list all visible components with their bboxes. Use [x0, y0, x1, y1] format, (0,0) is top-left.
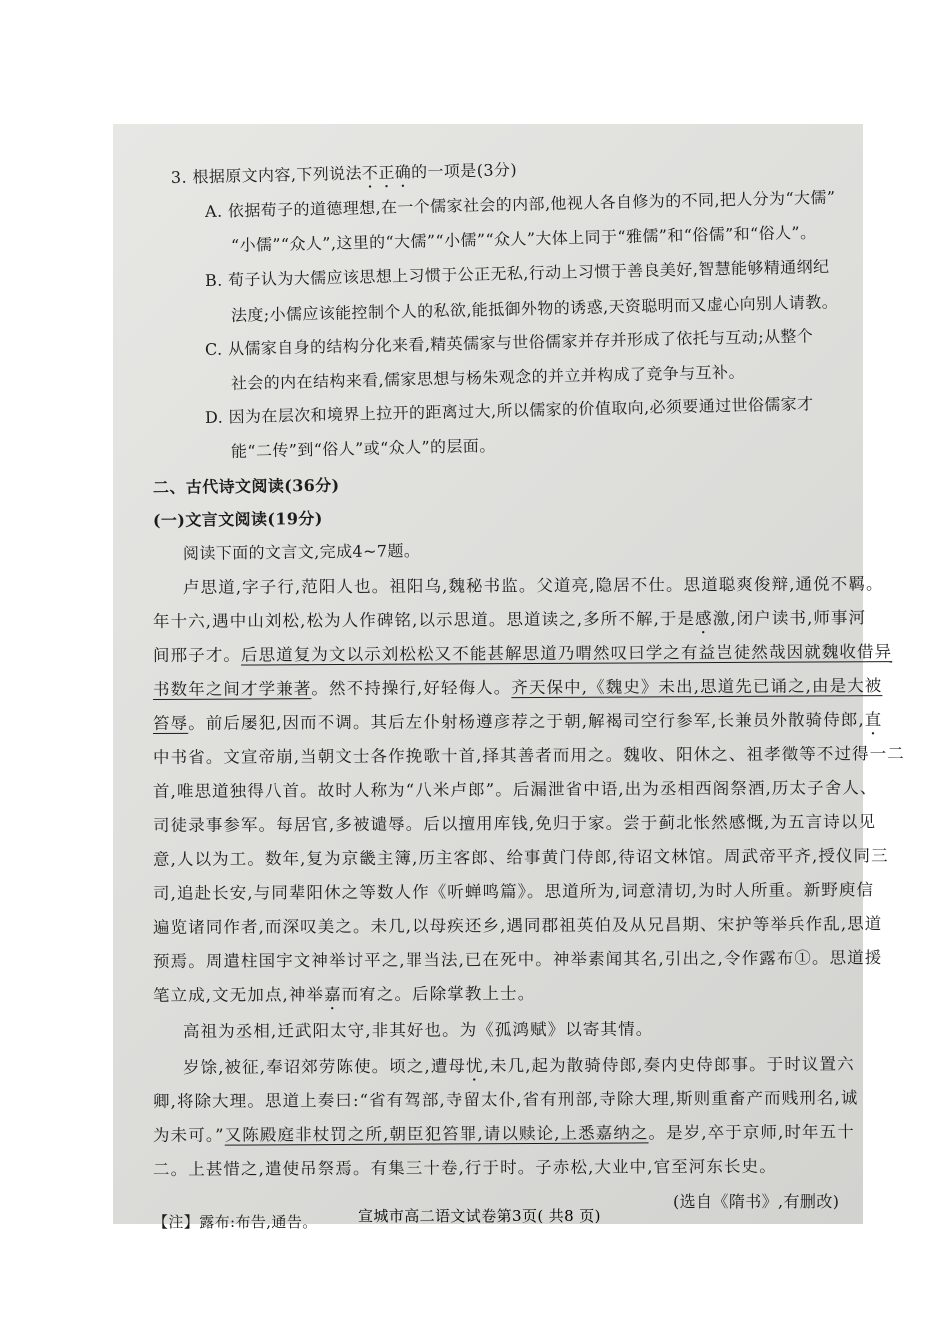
- passage-line-6: 中书省。文宣帝崩,当朝文士各作挽歌十首,择其善者而用之。魏收、阳休之、祖孝徵等不过得一二: [152, 744, 905, 767]
- underlined-sentence-1: 后思道复为文以示刘松松又不能甚解思道乃喟然叹曰学之有益岂徒然哉因就魏收借异: [240, 642, 893, 665]
- passage-line-12: 预焉。周遣柱国宇文神举讨平之,罪当法,已在死中。神举素闻其名,引出之,令作露布①。思道援: [152, 948, 883, 971]
- emphasis-mark: 正: [378, 162, 395, 183]
- passage-line-17: 为未可。”又陈殿庭非杖罚之所,朝臣犯笞罪,请以赎论,上悉嘉纳之。是岁,卒于京师,时年五十: [152, 1122, 855, 1145]
- emphasis-mark: 忧: [465, 1056, 484, 1076]
- underlined-sentence-1-end: 书数年之间才学兼著: [152, 679, 312, 699]
- passage-line-10: 司,追赴长安,与同辈阳休之等数人作《听蝉鸣篇》。思道所为,词意清切,为时人所重。新野庾信: [152, 880, 875, 903]
- option-b-line2: 法度;小儒应该能控制个人的私欲,能抵御外物的诱惑,天资聪明而又虚心向别人请教。: [230, 292, 839, 325]
- emphasis-mark: 直: [864, 710, 883, 730]
- page-footer: 宣城市高二语文试卷第3页( 共8 页): [358, 1207, 601, 1225]
- passage-line-9: 意,人以为工。数年,复为京畿主簿,历主客郎、给事黄门侍郎,待诏文林馆。周武帝平齐,授仪同三: [152, 846, 889, 869]
- question-3-stem: 3. 根据原文内容,下列说法不正确的一项是(3分): [170, 160, 518, 187]
- exam-page: [113, 124, 905, 1231]
- emphasis-mark: 嘉: [324, 985, 342, 1005]
- passage-line-2: 年十六,遇中山刘松,松为人作碑铭,以示思道。思道读之,多所不解,于是感激,闭户读书,师事河: [152, 608, 867, 631]
- passage-line-1: 卢思道,字子行,范阳人也。祖阳乌,魏秘书监。父道亮,隐居不仕。思道聪爽俊辩,通侻不羁。: [182, 574, 884, 597]
- underlined-sentence-2: 齐天保中,《魏史》未出,思道先已诵之,由是大被: [511, 676, 883, 698]
- passage-line-8: 司徒录事参军。每居官,多被谴辱。后以擅用库钱,免归于家。尝于蓟北怅然感慨,为五言诗以见: [152, 812, 877, 835]
- passage-line-4: 书数年之间才学兼著。然不持操行,好轻侮人。齐天保中,《魏史》未出,思道先已诵之,由是大被: [152, 676, 883, 699]
- passage-line-7: 首,唯思道独得八首。故时人称为“八米卢郎”。后漏泄省中语,出为丞相西阁祭酒,历太子舍人、: [152, 778, 878, 801]
- passage-source: (选自《隋书》,有删改): [673, 1192, 840, 1211]
- underlined-sentence-2-end: 笞辱: [152, 713, 189, 733]
- passage-line-5: 笞辱。前后屡犯,因而不调。其后左仆射杨遵彦荐之于朝,解褐司空行参军,长兼员外散骑侍郎,直: [152, 710, 883, 733]
- option-c-line2: 社会的内在结构来看,儒家思想与杨朱观念的并立并构成了竞争与互补。: [230, 362, 745, 393]
- passage-line-18: 二。上甚惜之,遣使吊祭焉。有集三十卷,行于时。子赤松,大业中,官至河东长史。: [152, 1156, 777, 1179]
- option-b-line1: B. 荀子认为大儒应该思想上习惯于公正无私,行动上习惯于善良美好,智慧能够精通纲纪: [204, 256, 830, 290]
- option-a-line2: “小儒”“众人”,这里的“大儒”“小儒”“众人”大体上同于“雅儒”和“俗儒”和“俗人”。: [230, 222, 817, 255]
- subsection-1-title: (一)文言文阅读(19分): [152, 508, 323, 530]
- passage-line-16: 卿,将除大理。思道上奏曰:“省有驾部,寺留太仆,省有刑部,寺除大理,斯则重畜产而贱刑名,诚: [152, 1088, 859, 1111]
- section-2-title: 二、古代诗文阅读(36分): [152, 475, 340, 497]
- option-a-line1: A. 依据荀子的道德理想,在一个儒家社会的内部,他视人各自修为的不同,把人分为“大儒”: [204, 187, 836, 221]
- passage-line-3: 间邢子才。后思道复为文以示刘松松又不能甚解思道乃喟然叹曰学之有益岂徒然哉因就魏收借异: [152, 642, 893, 665]
- emphasis-mark: 感: [695, 609, 713, 629]
- passage-line-13: 笔立成,文无加点,神举嘉而宥之。后除掌教上士。: [152, 983, 536, 1005]
- passage-line-14: 高祖为丞相,迁武阳太守,非其好也。为《孤鸿赋》以寄其情。: [182, 1019, 654, 1041]
- option-c-line1: C. 从儒家自身的结构分化来看,精英儒家与世俗儒家并存并形成了依托与互动;从整个: [204, 326, 814, 359]
- option-d-line1: D. 因为在层次和境界上拉开的距离过大,所以儒家的价值取向,必须要通过世俗儒家才: [204, 394, 814, 427]
- underlined-sentence-3: 又陈殿庭非杖罚之所,朝臣犯笞罪,请以赎论,上悉嘉纳之: [224, 1123, 649, 1145]
- option-d-line2: 能“二传”到“俗人”或“众人”的层面。: [230, 435, 496, 461]
- passage-note: 【注】露布:布告,通告。: [153, 1213, 318, 1231]
- passage-line-15: 岁馀,被征,奉诏郊劳陈使。顷之,遭母忧,未几,起为散骑侍郎,奏内史侍郎事。于时议置六: [182, 1054, 855, 1077]
- passage-line-11: 遍览诸同作者,而深叹美之。未几,以母疾还乡,遇同郡祖英伯及从兄昌期、宋护等举兵作乱,思道: [152, 914, 883, 937]
- emphasis-mark: 不: [361, 163, 379, 183]
- reading-instruction: 阅读下面的文言文,完成4~7题。: [182, 541, 421, 563]
- emphasis-mark: 确: [394, 162, 412, 182]
